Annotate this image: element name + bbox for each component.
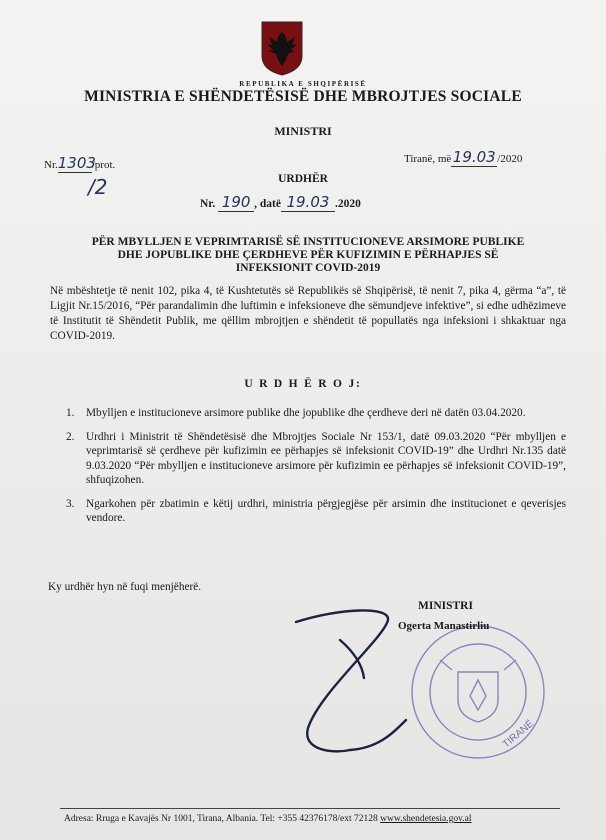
list-item xyxy=(60,406,566,421)
order-number-line xyxy=(200,193,361,212)
preamble-paragraph: Në mbështetje të nenit 102, pika 4, të Kushtetutës së Republikës së Shqipërisë, të nenit 7, pika 4, gërma “a”, të Ligjit Nr.15/2016, “Për parandalimin dhe luftimin e infeksioneve dhe sëmundjeve infektive”, si edhe udhëzimeve të Institutit të Shëndetit Publik, me qëllim mbrojtjen e shëndetit të popullatës nga infeksioni i shkaktuar nga COVID-2019. xyxy=(50,285,566,342)
official-stamp xyxy=(412,626,544,758)
order-items-list xyxy=(60,406,566,535)
subject-line-1: PËR MBYLLJEN E VEPRIMTARISË SË INSTITUCIONEVE ARSIMORE PUBLIKE xyxy=(91,236,525,248)
date-place-label: Tiranë, më xyxy=(404,153,452,165)
footer-website-link[interactable]: www.shendetesia.gov.al xyxy=(380,814,472,824)
closing-statement: Ky urdhër hyn në fuqi menjëherë. xyxy=(48,581,202,593)
albania-eagle-emblem-icon xyxy=(259,20,305,76)
order-nr-handwritten: 190 xyxy=(218,193,254,212)
footer-address-text: Adresa: Rruga e Kavajës Nr 1001, Tirana, Albania. Tel: +355 42376178/ext 72128 xyxy=(64,814,381,824)
protocol-nr-handwritten: 1303 xyxy=(57,154,96,172)
ministri-heading: MINISTRI xyxy=(274,124,332,138)
footer-address xyxy=(64,814,564,824)
order-nr-label: Nr. xyxy=(200,198,216,210)
handwritten-signature xyxy=(296,610,406,751)
order-title: URDHËR xyxy=(278,173,328,185)
stamp-city: TIRANË xyxy=(500,718,537,751)
order-date-label: , datë xyxy=(254,198,281,210)
list-item xyxy=(60,430,566,488)
item-number: 2. xyxy=(66,430,75,443)
date-year: /2020 xyxy=(497,153,523,165)
signatory-name: Ogerta Manastirliu xyxy=(398,620,490,632)
item-text: Mbylljen e institucioneve arsimore publike dhe jopublike dhe çerdheve deri në datën 03.04.2020. xyxy=(86,407,526,419)
item-number: 1. xyxy=(66,407,75,419)
urdheroj-heading: U R D H Ë R O J: xyxy=(244,378,362,390)
order-date-year: .2020 xyxy=(334,198,361,210)
item-number: 3. xyxy=(66,497,75,510)
protocol-sub-handwritten: /2 xyxy=(88,175,108,199)
subject-line-3: INFEKSIONIT COVID-2019 xyxy=(235,262,381,274)
signatory-title: MINISTRI xyxy=(418,600,473,612)
date-line xyxy=(404,148,522,167)
republic-label: REPUBLIKA E SHQIPËRISË xyxy=(239,80,367,88)
footer-divider xyxy=(60,808,560,809)
item-text: Urdhri i Ministrit të Shëndetësisë dhe Mbrojtjes Sociale Nr 153/1, datë 09.03.2020 “Për mbylljen e veprimtarisë së çerdheve për kufizimin ee përhapjes së infeksionit COVID-19” dhe Urdhri Nr.135 datë 9.03.2020 “Për mbylljen e institucioneve arsimore për kufizimin ee përhapjes së infeksionit COVID-19”, shfuqizohen. xyxy=(86,430,566,486)
ministry-name: MINISTRIA E SHËNDETËSISË DHE MBROJTJES SOCIALE xyxy=(84,88,522,105)
order-date-handwritten: 19.03 xyxy=(281,193,335,212)
list-item xyxy=(60,497,566,526)
subject-line-2: DHE JOPUBLIKE DHE ÇERDHEVE PËR KUFIZIMIN E PËRHAPJES SË xyxy=(117,249,499,261)
order-subject xyxy=(48,236,568,275)
protocol-nr-label: Nr. xyxy=(44,159,58,171)
date-handwritten: 19.03 xyxy=(452,148,496,166)
protocol-prot-label: /prot. xyxy=(91,159,116,171)
item-text: Ngarkohen për zbatimin e këtij urdhri, ministria përgjegjëse për arsimin dhe institucionet e qeverisjes vendore. xyxy=(86,497,566,524)
